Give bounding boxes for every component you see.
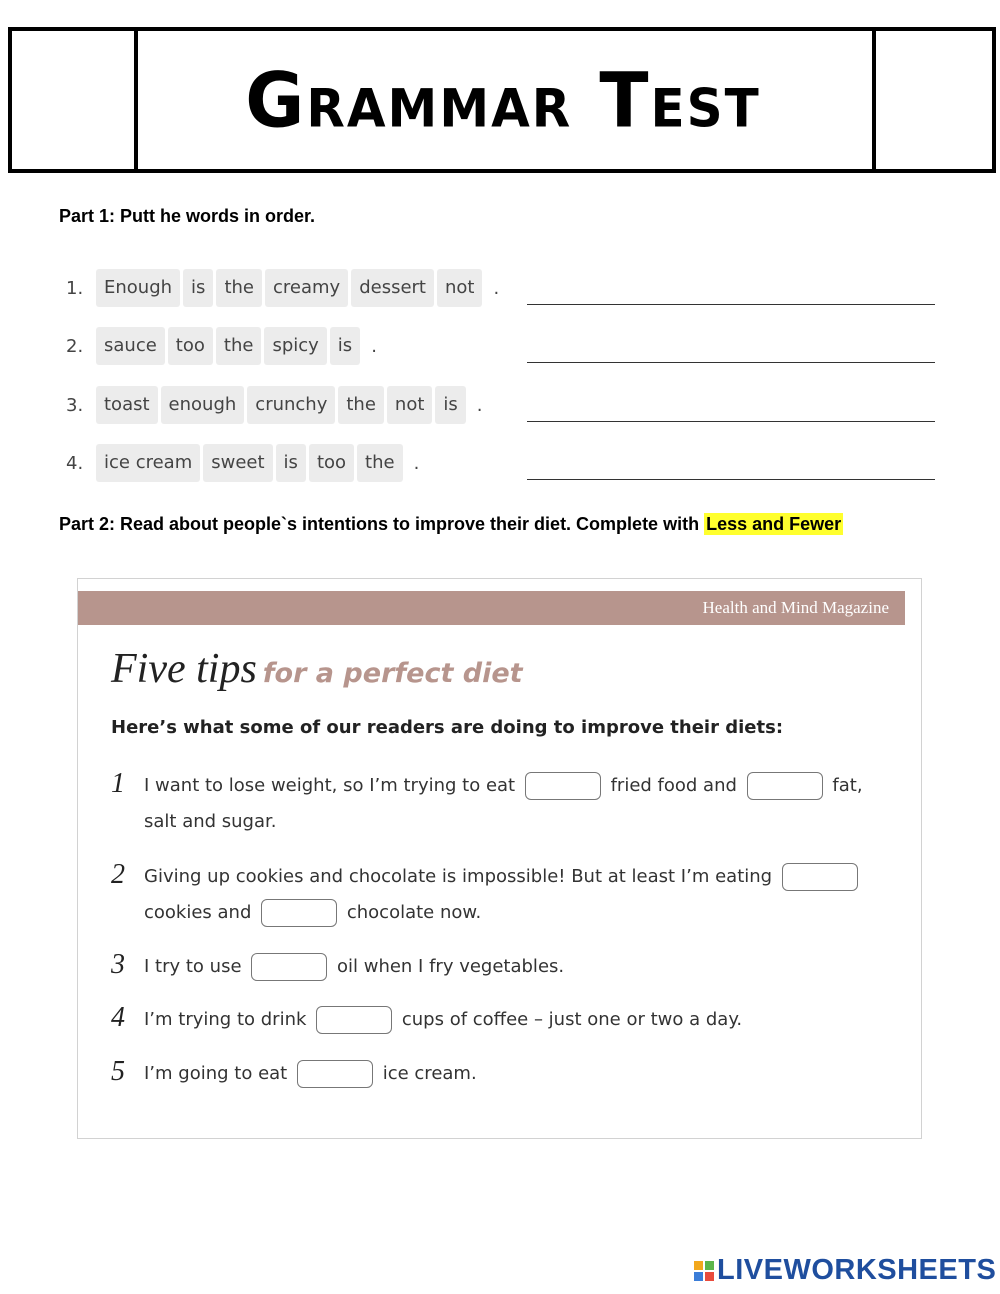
logo-square bbox=[705, 1261, 714, 1270]
answer-field-3[interactable] bbox=[527, 389, 935, 422]
blank-field-1a[interactable] bbox=[525, 772, 601, 800]
tip-text bbox=[144, 768, 891, 840]
logo-square bbox=[694, 1272, 703, 1281]
magazine-title-sub: for a perfect diet bbox=[262, 658, 523, 689]
title-divider-right bbox=[872, 31, 876, 169]
tip-number: 4 bbox=[111, 1002, 125, 1033]
answer-field-2[interactable] bbox=[527, 330, 935, 363]
word-chip[interactable]: crunchy bbox=[247, 386, 335, 424]
word-chip[interactable]: not bbox=[387, 386, 432, 424]
page-title: Grammar Test bbox=[245, 55, 761, 145]
sentence-end: . bbox=[371, 335, 377, 357]
tip-3 bbox=[111, 949, 891, 985]
word-bank bbox=[96, 386, 483, 424]
logo-mark-icon bbox=[694, 1261, 714, 1281]
word-chip[interactable]: toast bbox=[96, 386, 158, 424]
order-row-4 bbox=[66, 443, 419, 483]
tip-text bbox=[144, 1056, 891, 1092]
word-chip[interactable]: sauce bbox=[96, 327, 165, 365]
magazine-panel bbox=[77, 578, 922, 1139]
magazine-banner: Health and Mind Magazine bbox=[78, 591, 905, 625]
word-chip[interactable]: sweet bbox=[203, 444, 272, 482]
row-number: 4. bbox=[66, 452, 84, 474]
tip-text-segment: cookies and bbox=[144, 902, 252, 923]
word-chip[interactable]: dessert bbox=[351, 269, 434, 307]
tip-text-segment: chocolate now. bbox=[346, 902, 482, 923]
word-chip[interactable]: is bbox=[330, 327, 360, 365]
word-bank bbox=[96, 327, 377, 365]
part2-heading bbox=[59, 514, 843, 535]
word-chip[interactable]: enough bbox=[161, 386, 245, 424]
blank-field-2a[interactable] bbox=[782, 863, 858, 891]
order-row-1 bbox=[66, 268, 499, 308]
row-number: 2. bbox=[66, 335, 84, 357]
word-chip[interactable]: Enough bbox=[96, 269, 180, 307]
magazine-title bbox=[111, 645, 523, 693]
word-chip[interactable]: the bbox=[216, 269, 262, 307]
liveworksheets-logo bbox=[694, 1254, 996, 1287]
row-number: 1. bbox=[66, 277, 84, 299]
word-chip[interactable]: the bbox=[357, 444, 403, 482]
tip-text-segment: I’m trying to drink bbox=[144, 1009, 307, 1030]
tip-text bbox=[144, 859, 891, 931]
tip-2 bbox=[111, 859, 891, 931]
sentence-end: . bbox=[413, 452, 420, 474]
highlighted-keywords: Less and Fewer bbox=[706, 514, 842, 534]
tip-text-segment: I’m going to eat bbox=[144, 1063, 288, 1084]
tip-text bbox=[144, 1002, 891, 1038]
word-chip[interactable]: is bbox=[435, 386, 465, 424]
tip-text-segment: I try to use bbox=[144, 956, 242, 977]
word-chip[interactable]: too bbox=[309, 444, 354, 482]
blank-field-4[interactable] bbox=[316, 1006, 392, 1034]
tip-text-segment: fried food and bbox=[610, 775, 737, 796]
tip-1 bbox=[111, 768, 891, 840]
magazine-title-main: Five tips bbox=[111, 646, 257, 692]
row-number: 3. bbox=[66, 394, 84, 416]
word-chip[interactable]: the bbox=[338, 386, 384, 424]
logo-text: LIVEWORKSHEETS bbox=[717, 1254, 997, 1286]
blank-field-2b[interactable] bbox=[261, 899, 337, 927]
tip-text-segment: ice cream. bbox=[382, 1063, 477, 1084]
tip-text-segment: Giving up cookies and chocolate is impossible! But at least I’m eating bbox=[144, 866, 773, 887]
tip-number: 3 bbox=[111, 949, 125, 980]
tip-text bbox=[144, 949, 891, 985]
word-bank bbox=[96, 444, 419, 482]
tip-number: 2 bbox=[111, 859, 125, 890]
logo-square bbox=[694, 1261, 703, 1270]
title-box bbox=[8, 27, 996, 173]
sentence-end: . bbox=[476, 394, 483, 416]
word-chip[interactable]: the bbox=[216, 327, 262, 365]
word-chip[interactable]: is bbox=[183, 269, 213, 307]
blank-field-3[interactable] bbox=[251, 953, 327, 981]
tip-text-segment: oil when I fry vegetables. bbox=[336, 956, 565, 977]
word-chip[interactable]: spicy bbox=[264, 327, 326, 365]
answer-field-1[interactable] bbox=[527, 272, 935, 305]
tip-4 bbox=[111, 1002, 891, 1038]
order-row-3 bbox=[66, 385, 483, 425]
word-chip[interactable]: is bbox=[276, 444, 306, 482]
tip-number: 1 bbox=[111, 768, 125, 799]
word-chip[interactable]: creamy bbox=[265, 269, 348, 307]
tip-text-segment: fat, salt and sugar. bbox=[144, 775, 863, 832]
blank-field-5[interactable] bbox=[297, 1060, 373, 1088]
tip-number: 5 bbox=[111, 1056, 125, 1087]
tip-text-segment: I want to lose weight, so I’m trying to eat bbox=[144, 775, 516, 796]
blank-field-1b[interactable] bbox=[747, 772, 823, 800]
tip-5 bbox=[111, 1056, 891, 1092]
tip-text-segment: cups of coffee – just one or two a day. bbox=[401, 1009, 743, 1030]
word-chip[interactable]: too bbox=[168, 327, 213, 365]
order-row-2 bbox=[66, 326, 377, 366]
part2-heading-text: Part 2: Read about people`s intentions to improve their diet. Complete with bbox=[59, 514, 705, 534]
sentence-end: . bbox=[493, 277, 500, 299]
logo-square bbox=[705, 1272, 714, 1281]
word-chip[interactable]: ice cream bbox=[96, 444, 200, 482]
part1-heading: Part 1: Putt he words in order. bbox=[59, 206, 316, 226]
magazine-intro: Here’s what some of our readers are doing to improve their diets: bbox=[111, 717, 784, 738]
word-bank bbox=[96, 269, 499, 307]
word-chip[interactable]: not bbox=[437, 269, 482, 307]
answer-field-4[interactable] bbox=[527, 447, 935, 480]
